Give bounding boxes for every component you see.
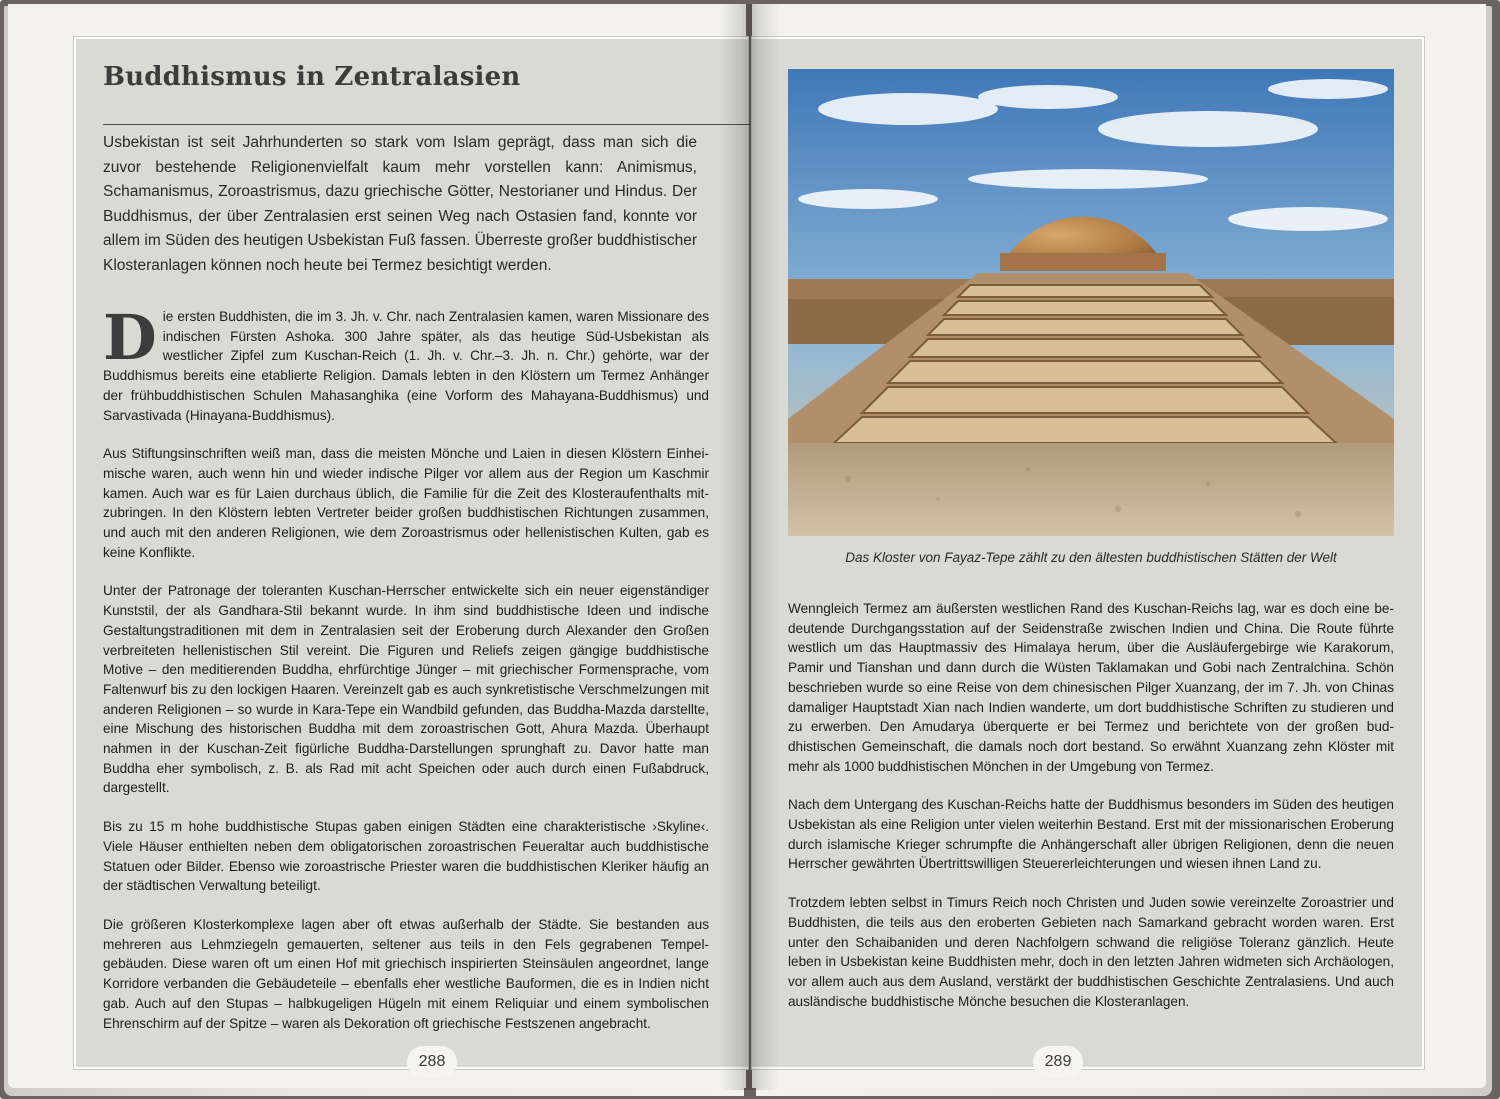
photo-caption: Das Kloster von Fayaz-Tepe zählt zu den ältesten buddhistischen Stätten der Welt: [845, 550, 1337, 565]
right-body-text: [788, 599, 1394, 1030]
page-number-left: 288: [407, 1046, 457, 1078]
chapter-title: Buddhismus in Zentralasien: [103, 62, 521, 92]
paragraph: Unter der Patronage der toleranten Kuschan-Herrscher entwickelte sich ein neuer eigenständiger Kunststil, der als Gandhara-Stil bekannt wurde. In ihm sind buddhistische Ideen und indische Gestaltungstraditionen mit dem in Zentralasien seit der Eroberung durch Alexander den Großen verbreiteten hellenistischen Stil vereint. Die Figuren und Reliefs zeigen gängige buddhistische Motive – den meditierenden Buddha, ehrfürchtige Jünger – mit griechischer Formensprache, vom Faltenwurf bis zu den lockigen Haaren. Vereinzelt gab es auch synkretistische Verschmelzungen mit anderen Religionen – so wurde in Kara-Tepe ein Wandbild gefunden, das Buddha-Mazda darstellte, eine Mischung des historischen Buddha mit dem zoroastrischen Gott, Ahura Mazda. Überhaupt nahmen in der Kuschan-Zeit figürliche Buddha-Darstellungen sprunghaft zu. Davor hatte man Buddha eher symbolisch, z. B. als Rad mit acht Speichen oder auch durch einen Fußabdruck, dargestellt.: [103, 583, 709, 796]
intro-paragraph: Usbekistan ist seit Jahrhunderten so stark vom Islam geprägt, dass man sich die zuvor bestehende Religionenvielfalt kaum mehr vorstellen kann: Animismus, Schamanismus, Zoroastrismus, dazu griechische Götter, Nestorianer und Hindus. Der Buddhismus, der über Zentralasien erst seinen Weg nach Ostasien fand, konnte vor allem im Süden des heutigen Usbekistan Fuß fassen. Überreste großer buddhistischer Klosteranlagen können noch heute bei Termez besichtigt werden.: [103, 134, 697, 274]
paragraph: Aus Stiftungsinschriften weiß man, dass die meisten Mönche und Laien in diesen Klöstern Einheimische waren, auch wenn hin und wieder indische Pilger vor allem aus der Region um Kaschmir kamen. Auch war es für Laien durchaus üblich, die Familie für die Zeit des Klosteraufenthalts mitzubringen. In den Klöstern lebten Vertreter beider großen buddhistischen Richtungen zusammen, und auch mit den anderen Religionen, wie dem Zoroastrismus oder hellenistischen Kulten, gab es keine Konflikte.: [103, 446, 709, 560]
paragraph: Nach dem Untergang des Kuschan-Reichs hatte der Buddhismus besonders im Süden des heutigen Usbekistan als eine Religion unter vielen weiterhin Bestand. Erst mit der missionarischen Eroberung durch islamische Krieger schrumpfte die Anhängerschaft aller übrigen Religionen, denn die neuen Herrscher gewährten Übertrittswilligen Steuererleichterungen und wiesen ihnen Land zu.: [788, 797, 1394, 872]
title-rule: [103, 124, 785, 125]
paragraph: Die größeren Klosterkomplexe lagen aber oft etwas außerhalb der Städte. Sie bestanden aus mehreren aus Lehmziegeln gemauerten, seltener aus teils in den Fels gegrabenen Tempelgebäuden. Diese waren oft um einen Hof mit griechisch inspirierten Steinsäulen angeordnet, lange Korridore verbanden die Gebäudeteile – ebenfalls eher westliche Bauformen, die es in Indien nicht gab. Auch auf den Stupas – halbkugeligen Hügeln mit einem Reliquiar und einem symbolischen Ehrenschirm auf der Spitze – waren als Dekoration oft griechische Festszenen angebracht.: [103, 916, 709, 1031]
paragraph: Wenngleich Termez am äußersten westlichen Rand des Kuschan-Reichs lag, war es doch eine bedeutende Durchgangsstation auf der Seidenstraße zwischen Indien und China. Die Route führte westlich um das Hauptmassiv des Himalaya herum, über die Ausläufergebirge wie Karakorum, Pamir und Tianshan und dann durch die Wüsten Taklamakan und Gobi nach Zentralchina. Schön beschrieben wurde so eine Reise von dem chinesischen Pilger Xuanzang, der im 7. Jh. von Chinas damaliger Hauptstadt Xian nach Indien wanderte, um dort buddhistische Schriften zu studieren und zu erwerben. Den Amudarya überquerte er bei Termez und berichtete von der großen buddhistischen Gemeinschaft, die damals noch dort bestand. So erwähnt Xuanzang zehn Klöster mit mehr als 1000 buddhistischen Mönchen in der Umgebung von Termez.: [788, 601, 1394, 774]
paragraph-text: ie ersten Buddhisten, die im 3. Jh. v. Chr. nach Zentralasien kamen, waren Missionare des indischen Fürsten Ashoka. 300 Jahre später, als das heutige Süd-Usbekistan als westlicher Zipfel zum Kuschan-Reich (1. Jh. v. Chr.–3. Jh. n. Chr.) gehörte, war der Buddhismus bereits eine etablierte Religion. Damals lebten in den Klöstern um Termez Anhänger der frühbuddhistischen Schulen Mahasanghika (eine Vorform des Mahayana-Buddhismus) und Sarvastivada (Hinayana-Buddhismus).: [103, 309, 709, 423]
stupa-illustration: [788, 69, 1394, 536]
paragraph: Trotzdem lebten selbst in Timurs Reich noch Christen und Juden sowie vereinzelte Zoroastrier und Buddhisten, die teils aus den eroberten Gebieten nach Samarkand gebracht worden waren. Erst unter den Schaibaniden und deren Nachfolgern schwand die religiöse Toleranz gänzlich. Heute leben in Usbekistan keine Buddhisten mehr, doch in den letzten Jahren widmeten sich Archäologen, vor allem auch aus dem Ausland, verstärkt der buddhistischen Geschichte Zentralasiens. Und auch ausländische buddhistische Mönche besuchen die Klosteranlagen.: [788, 895, 1394, 1009]
left-body-text: [103, 301, 709, 1052]
page-number-right: 289: [1033, 1046, 1083, 1078]
drop-cap: D: [103, 301, 157, 374]
paragraph: [103, 301, 709, 425]
stupa-photo: [788, 69, 1394, 536]
paragraph: Bis zu 15 m hohe buddhistische Stupas gaben einigen Städten eine charakteristische ›Skyline‹. Viele Häuser enthielten neben dem obligatorischen zoroastrischen Feueraltar auch buddhistische Statuen oder Bilder. Ebenso wie zoroastrische Priester waren die buddhistischen Kleriker häufig an der städtischen Verwaltung beteiligt.: [103, 819, 709, 894]
